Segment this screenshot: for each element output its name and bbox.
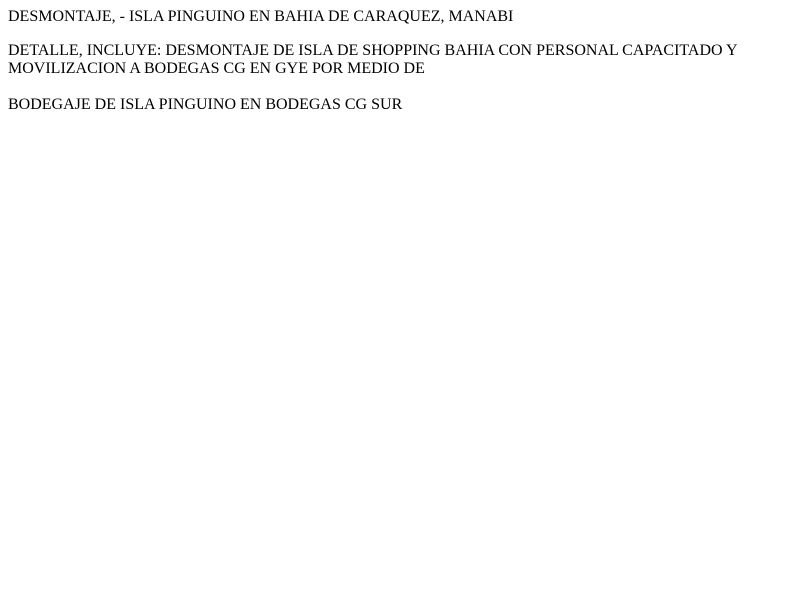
document-title: DESMONTAJE, - ISLA PINGUINO EN BAHIA DE CARAQUEZ, MANABI: [8, 8, 514, 25]
document-detail-text: DETALLE, INCLUYE: DESMONTAJE DE ISLA DE SHOPPING BAHIA CON PERSONAL CAPACITADO Y MOVILIZACION A BODEGAS CG EN GYE POR MEDIO DE: [8, 42, 737, 77]
document-storage-text: BODEGAJE DE ISLA PINGUINO EN BODEGAS CG SUR: [8, 96, 403, 113]
